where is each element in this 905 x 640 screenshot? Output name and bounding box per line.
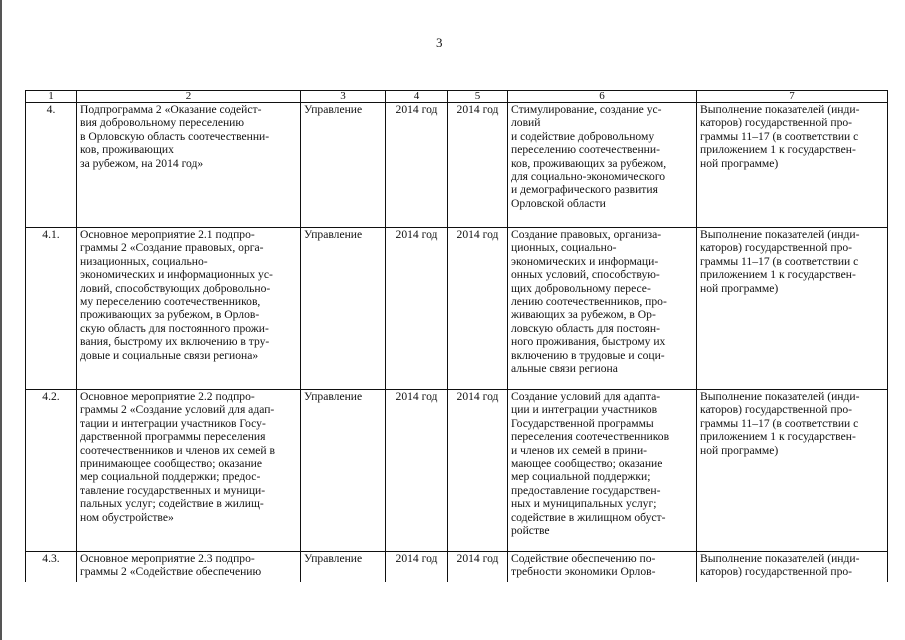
- end-year: 2014 год: [448, 103, 508, 228]
- page-bottom-margin: [0, 582, 905, 640]
- table-row: [26, 103, 888, 228]
- expected-result: Создание правовых, организа- ционных, социально- экономических и информаци- онных условий, способствую- щих добровольному пересе- лению соотечественников, про- живающих за рубежом, в Ор- ловскую область для постоян- ного проживания, быстрому их включению в трудовые и соци- альные связи региона: [508, 228, 697, 390]
- row-number: 4.3.: [26, 552, 77, 612]
- executor: Управление: [301, 390, 386, 552]
- indicator-link: Выполнение показателей (инди- каторов) государственной про- граммы 11–17 (в соответствии с приложением 1 к государствен- ной программе): [697, 228, 888, 390]
- activity-name: Основное мероприятие 2.1 подпро- граммы 2 «Создание правовых, орга- низационных, социально- экономических и информационных ус- ловий, способствующих добровольно- му переселению соотечественников, проживающих за рубежом, в Орлов- скую область для постоянного прожи- вания, быстрому их включению в тру- довые и социальные связи региона»: [77, 228, 301, 390]
- scan-left-edge: [0, 0, 2, 640]
- table-row: [26, 390, 888, 552]
- program-table: [25, 90, 888, 612]
- end-year: 2014 год: [448, 552, 508, 612]
- start-year: 2014 год: [386, 390, 448, 552]
- activity-name: Подпрограмма 2 «Оказание содейст- вия добровольному переселению в Орловскую область соотечественни- ков, проживающих за рубежом, на 2014 год»: [77, 103, 301, 228]
- start-year: 2014 год: [386, 552, 448, 612]
- header-cell: 1: [26, 91, 77, 103]
- row-number: 4.: [26, 103, 77, 228]
- expected-result: Создание условий для адапта- ции и интеграции участников Государственной программы переселения соотечественников и членов их семей в прини- мающее сообщество; оказание мер социальной поддержки; предоставление государствен- ных и муниципальных услуг; содействие в жилищном обуст- ройстве: [508, 390, 697, 552]
- activity-name: Основное мероприятие 2.2 подпро- граммы 2 «Создание условий для адап- тации и интеграции участников Госу- дарственной программы переселения соотечественников и членов их семей в принимающее сообщество; оказание мер социальной поддержки; предос- тавление государственных и муници- пальных услуг; содействие в жилищ- ном обустройстве»: [77, 390, 301, 552]
- header-cell: 6: [508, 91, 697, 103]
- expected-result: Стимулирование, создание ус- ловий и содействие добровольному переселению соотечественни- ков, проживающих за рубежом, для социально-экономического и демографического развития Орловской области: [508, 103, 697, 228]
- executor: Управление: [301, 228, 386, 390]
- scan-left-edge: [0, 582, 2, 640]
- header-cell: 4: [386, 91, 448, 103]
- page-number: 3: [436, 35, 443, 50]
- table-row: [26, 228, 888, 390]
- indicator-link: Выполнение показателей (инди- каторов) государственной про-: [697, 552, 888, 612]
- executor: Управление: [301, 552, 386, 612]
- header-row: [26, 91, 888, 103]
- indicator-link: Выполнение показателей (инди- каторов) государственной про- граммы 11–17 (в соответствии с приложением 1 к государствен- ной программе): [697, 103, 888, 228]
- header-cell: 2: [77, 91, 301, 103]
- row-number: 4.2.: [26, 390, 77, 552]
- activity-name: Основное мероприятие 2.3 подпро- граммы 2 «Содействие обеспечению: [77, 552, 301, 612]
- start-year: 2014 год: [386, 228, 448, 390]
- header-cell: 7: [697, 91, 888, 103]
- start-year: 2014 год: [386, 103, 448, 228]
- row-number: 4.1.: [26, 228, 77, 390]
- expected-result: Содействие обеспечению по- требности экономики Орлов-: [508, 552, 697, 612]
- end-year: 2014 год: [448, 390, 508, 552]
- header-cell: 3: [301, 91, 386, 103]
- header-cell: 5: [448, 91, 508, 103]
- indicator-link: Выполнение показателей (инди- каторов) государственной про- граммы 11–17 (в соответствии с приложением 1 к государствен- ной программе): [697, 390, 888, 552]
- executor: Управление: [301, 103, 386, 228]
- end-year: 2014 год: [448, 228, 508, 390]
